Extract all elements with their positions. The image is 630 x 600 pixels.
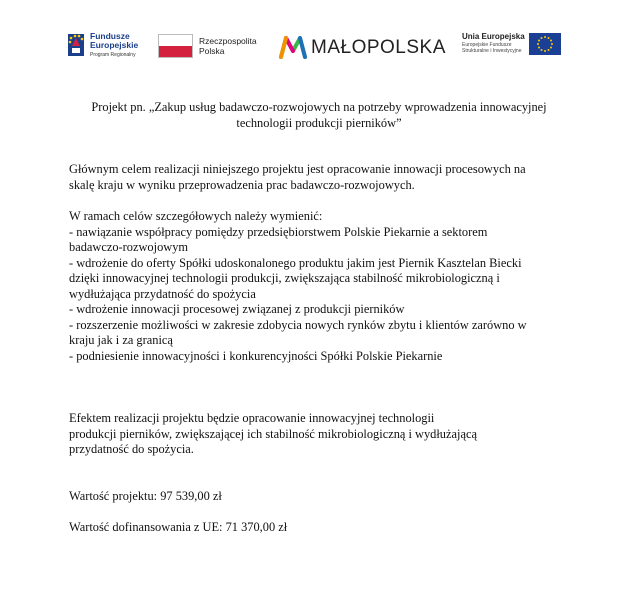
poland-flag-icon (158, 34, 193, 58)
objective-line: - podniesienie innowacyjności i konkurencyjności Spółki Polskie Piekarnie (69, 348, 443, 363)
fundusze-line3: Program Regionalny (90, 52, 136, 58)
ue-line2: Europejskie Fundusze (462, 42, 512, 48)
ue-line1: Unia Europejska (462, 32, 525, 41)
malopolska-logo (278, 30, 448, 64)
objective-line: - wdrożenie do oferty Spółki udoskonalonego produktu jakim jest Piernik Kasztelan Biecki (69, 255, 522, 270)
effect-paragraph (69, 411, 569, 458)
objective-line: - wdrożenie innowacji procesowej związanej z produkcji pierników (69, 302, 405, 316)
effect-line3: przydatność do spożycia. (69, 442, 194, 456)
objectives-section (69, 209, 569, 364)
rzeczpospolita-logo (158, 30, 268, 60)
rp-line1: Rzeczpospolita (199, 36, 257, 46)
objectives-intro: W ramach celów szczegółowych należy wymienić: (69, 209, 323, 223)
rp-line2: Polska (199, 46, 225, 56)
goal-line1: Głównym celem realizacji niniejszego projektu jest opracowanie innowacji procesowych na (69, 162, 526, 176)
fundusze-europejskie-logo (66, 30, 146, 60)
project-value: Wartość projektu: 97 539,00 zł (69, 488, 222, 503)
objective-line: badawczo-rozwojowym (69, 240, 189, 254)
effect-line1: Efektem realizacji projektu będzie opracowanie innowacyjnej technologii (69, 411, 435, 425)
goal-paragraph (69, 162, 569, 193)
document-body (69, 100, 569, 536)
eu-funding-value: Wartość dofinansowania z UE: 71 370,00 zł (69, 520, 288, 534)
eu-flag-icon (529, 33, 561, 55)
ue-line3: Strukturalne i Inwestycyjne (462, 48, 522, 54)
fundusze-line2: Europejskie (90, 40, 139, 50)
objective-line: - rozszerzenie możliwości w zakresie zdobycia nowych rynków zbytu i klientów zarówno w (69, 317, 527, 332)
malopolska-m-icon (278, 34, 308, 60)
title-line2: technologii produkcji pierników” (236, 115, 402, 130)
project-title (69, 100, 569, 131)
goal-line2: skalę kraju w wyniku przeprowadzenia prac badawczo-rozwojowych. (69, 177, 415, 192)
title-line1: Projekt pn. „Zakup usług badawczo-rozwojowych na potrzeby wprowadzenia innowacyjnej (91, 100, 547, 114)
objective-line: - nawiązanie współpracy pomiędzy przedsiębiorstwem Polskie Piekarnie a sektorem (69, 224, 488, 239)
malopolska-text: MAŁOPOLSKA (311, 37, 446, 58)
objective-line: dzięki innowacyjnej technologii produkcji, zwiększająca stabilność mikrobiologiczną i (69, 271, 500, 285)
objective-line: wydłużająca przydatność do spożycia (69, 286, 256, 301)
fundusze-europejskie-icon (66, 32, 86, 58)
objective-line: kraju jak i za granicą (69, 333, 173, 347)
unia-europejska-logo (462, 30, 562, 60)
fundusze-line1: Fundusze (90, 31, 130, 41)
logo-bar (0, 0, 630, 70)
effect-line2: produkcji pierników, zwiększającej ich stabilność mikrobiologiczną i wydłużającą (69, 426, 477, 441)
